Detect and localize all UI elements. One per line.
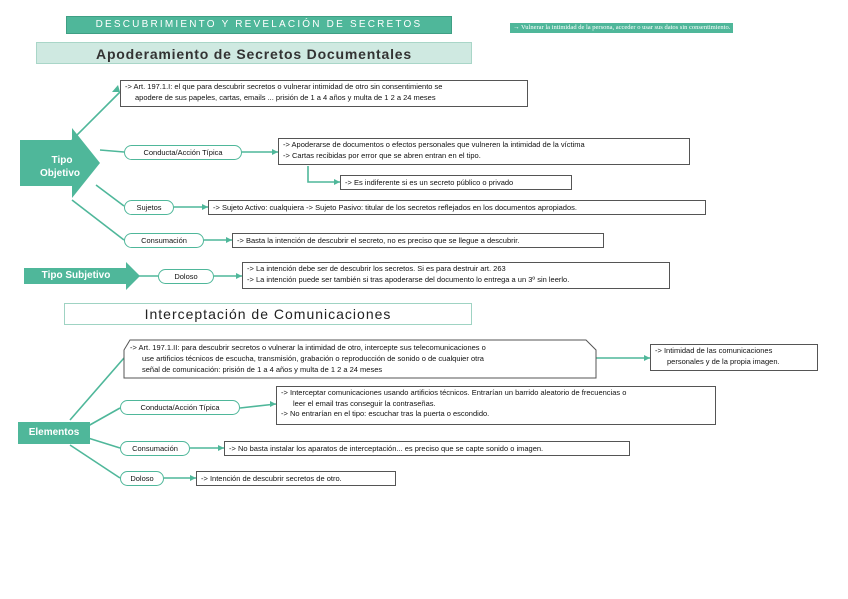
section-title-documentales: Apoderamiento de Secretos Documentales [36,42,472,64]
header-note: → Vulnerar la intimidad de la persona, acceder o usar sus datos sin consentimiento. [510,23,733,33]
sujetos-box: -> Sujeto Activo: cualquiera -> Sujeto Pasivo: titular de los secretos reflejados en los documentos apropiados. [208,200,706,215]
intimidad-box [650,344,818,371]
intimidad-line2: personales y de la propia imagen. [667,356,780,366]
doloso1-box [242,262,670,289]
doloso1-line1: -> La intención debe ser de descubrir los secretos. Si es para destruir art. 263 [247,264,506,273]
conducta2-line1: -> Interceptar comunicaciones usando artificios técnicos. Entrarían un barrido aleatorio de frecuencias o [281,388,627,397]
art2-line1: -> Art. 197.1.II: para descubrir secretos o vulnerar la intimidad de otro, intercepte sus telecomunicaciones o [130,343,486,352]
indiferente-box: -> Es indiferente si es un secreto público o privado [340,175,572,190]
tipo-objetivo-label [20,154,100,180]
connector-consumacion1 [72,200,124,240]
conducta2-line2: leer el email tras conseguir la contraseñas. [293,398,436,408]
doloso2-pill: Doloso [120,471,164,486]
art2-line2: use artificios técnicos de escucha, transmisión, grabación o reproducción de sonido o de cualquier otra [142,354,484,363]
conducta2-box [276,386,716,425]
doloso2-box: -> Intención de descubrir secretos de otro. [196,471,396,486]
tipo-objetivo-line2: Objetivo [39,168,80,179]
tipo-subjetivo-label: Tipo Subjetivo [41,270,111,281]
section-title-comunicaciones: Interceptación de Comunicaciones [64,303,472,325]
main-title: DESCUBRIMIENTO Y REVELACIÓN DE SECRETOS [66,16,452,34]
conducta1-box [278,138,690,165]
art2-line3: señal de comunicación: prisión de 1 a 4 años y multa de 1 2 a 24 meses [142,365,383,374]
conducta1-line2: -> Cartas recibidas por error que se abren entran en el tipo. [283,150,481,160]
sujetos-pill: Sujetos [124,200,174,215]
connector-conducta2 [88,408,120,426]
connector-consumacion2 [88,438,120,448]
doloso1-pill: Doloso [158,269,214,284]
art1-line2: apodere de sus papeles, cartas, emails ... prisión de 1 a 4 años y multa de 1 2 a 24 meses [135,92,436,102]
tipo-objetivo-line1: Tipo [51,155,73,166]
consumacion2-box: -> No basta instalar los aparatos de interceptación... es preciso que se capte sonido o imagen. [224,441,630,456]
art1-line1: -> Art. 197.1.I: el que para descubrir secretos o vulnerar intimidad de otro sin consentimiento se [125,82,443,91]
connector-conducta1 [100,150,124,152]
elementos-label: Elementos [28,427,80,438]
conducta2-line3: -> No entrarían en el tipo: escuchar tras la puerta o escondido. [281,409,490,418]
intimidad-line1: -> Intimidad de las comunicaciones [655,346,773,355]
art1-box [120,80,528,107]
conducta1-pill: Conducta/Acción Típica [124,145,242,160]
doloso1-line2: -> La intención puede ser también si tras apoderarse del documento lo entrega a un 3º sin leerlo. [247,274,570,284]
conducta2-pill: Conducta/Acción Típica [120,400,240,415]
consumacion2-pill: Consumación [120,441,190,456]
consumacion1-box: -> Basta la intención de descubrir el secreto, no es preciso que se llegue a descubrir. [232,233,604,248]
connector-art1 [72,92,120,140]
consumacion1-pill: Consumación [124,233,204,248]
connector-sujetos [96,185,124,206]
art2-box [130,342,592,375]
conducta1-line1: -> Apoderarse de documentos o efectos personales que vulneren la intimidad de la víctima [283,140,585,149]
connector-doloso2 [70,445,120,478]
